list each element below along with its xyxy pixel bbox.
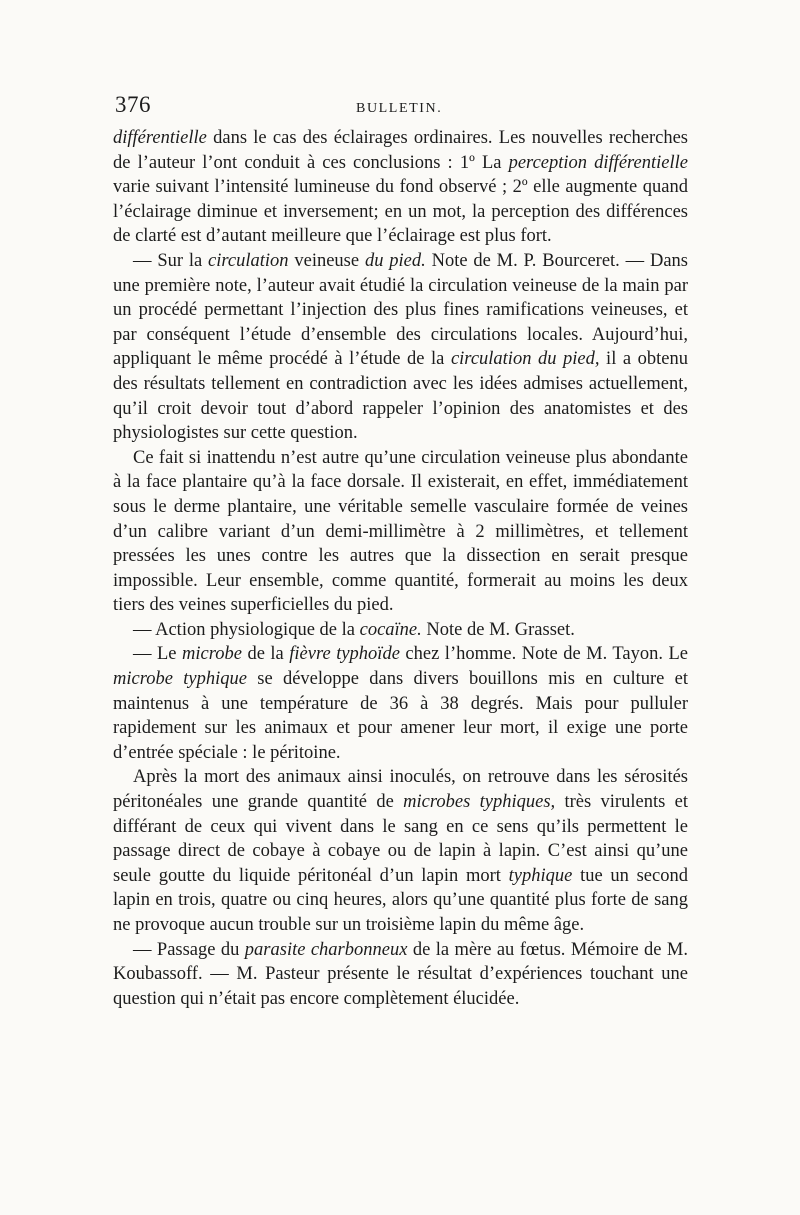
body-text	[113, 126, 688, 1011]
paragraph	[113, 126, 688, 249]
text-run: il a obtenu des résultats tellement en contradiction avec les idées admises actuellement, qu’il croit devoir tout d’abord rappeler l’opinion des anatomistes et des physiologistes sur cette question.	[113, 349, 688, 444]
text-run: dans le cas des éclairages ordinaires. Les nouvelles recherches de l’auteur l’ont conduit à ces conclusions : 1º La	[113, 128, 688, 173]
running-title: BULLETIN.	[356, 101, 443, 116]
text-run: Note de M. Grasset.	[421, 619, 575, 640]
italic-text: perception différentielle	[508, 152, 688, 173]
italic-text: circulation du pied,	[450, 349, 600, 370]
italic-text: microbe	[182, 644, 242, 665]
page-number: 376	[115, 92, 151, 117]
text-run: de la	[241, 644, 290, 665]
italic-text: circulation	[208, 250, 289, 271]
paragraph	[113, 618, 688, 643]
text-run: — Le	[133, 644, 183, 665]
text-run: — Sur la	[133, 250, 209, 271]
paragraph	[113, 642, 688, 765]
text-run: très virulents et différant de ceux qui vivent dans le sang en ce sens qu’ils permettent le passage direct de cobaye à cobaye ou de lapin à lapin. C’est ainsi qu’une seule goutte du liquide péritonéal d’un lapin mort	[113, 792, 688, 886]
italic-text: microbes typhiques,	[403, 792, 556, 813]
italic-text: du pied.	[364, 250, 426, 271]
italic-text: typhique	[508, 865, 573, 886]
page-header	[113, 92, 688, 122]
text-run: Note de M. P. Bourceret. — Dans une première note, l’auteur avait étudié la circulation veineuse de la main par un procédé permettant l’injection des plus fines ramifications veineuses, et par conséquent l’étude d’ensemble des circulations locales. Aujourd’hui, appliquant le même procédé à l’étude de la	[113, 250, 688, 370]
italic-text: différentielle	[113, 128, 207, 148]
text-run: de la mère au fœtus. Mémoire de M. Koubassoff. — M. Pasteur présente le résultat d’expériences touchant une question qui n’était pas encore complètement élucidée.	[113, 939, 688, 1009]
paragraph	[113, 249, 688, 446]
paragraph	[113, 446, 688, 618]
italic-text: cocaïne.	[359, 619, 422, 640]
text-run: se développe dans divers bouillons mis en culture et maintenus à une température de 36 à 38 degrés. Mais pour pulluler rapidement sur les animaux et pour amener leur mort, il exige une porte d’entrée spéciale : le péritoine.	[113, 669, 688, 763]
paragraph	[113, 765, 688, 937]
text-run: — Passage du	[133, 939, 245, 960]
text-run: varie suivant l’intensité lumineuse du fond observé ; 2º elle augmente quand l’éclairage diminue et inversement; en un mot, la perception des différences de clarté est d’autant meilleure que l’éclairage est plus fort.	[113, 177, 688, 247]
italic-text: microbe typhique	[113, 669, 247, 690]
text-run: — Action physiologique de la	[133, 619, 360, 640]
text-run: Ce fait si inattendu n’est autre qu’une circulation veineuse plus abondante à la face plantaire qu’à la face dorsale. Il existerait, en effet, immédiatement sous le derme plantaire, une véritable semelle vasculaire formée de veines d’un calibre variant d’un demi-millimètre à 2 millimètres, et tellement pressées les unes contre les autres que la dissection en serait presque impossible. Leur ensemble, comme quantité, formerait au moins les deux tiers des veines superficielles du pied.	[113, 447, 688, 616]
text-run: chez l’homme. Note de M. Tayon. Le	[399, 644, 688, 665]
text-run: Après la mort des animaux ainsi inoculés, on retrouve dans les sérosités péritonéales une grande quantité de	[113, 767, 688, 813]
italic-text: fièvre typhoïde	[289, 644, 400, 665]
text-run: tue un second lapin en trois, quatre ou cinq heures, alors qu’une quantité plus forte de sang ne provoque aucun trouble sur un troisième lapin du même âge.	[113, 865, 688, 935]
italic-text: parasite charbonneux	[244, 939, 408, 960]
text-run: veineuse	[288, 250, 365, 271]
paragraph	[113, 938, 688, 1012]
